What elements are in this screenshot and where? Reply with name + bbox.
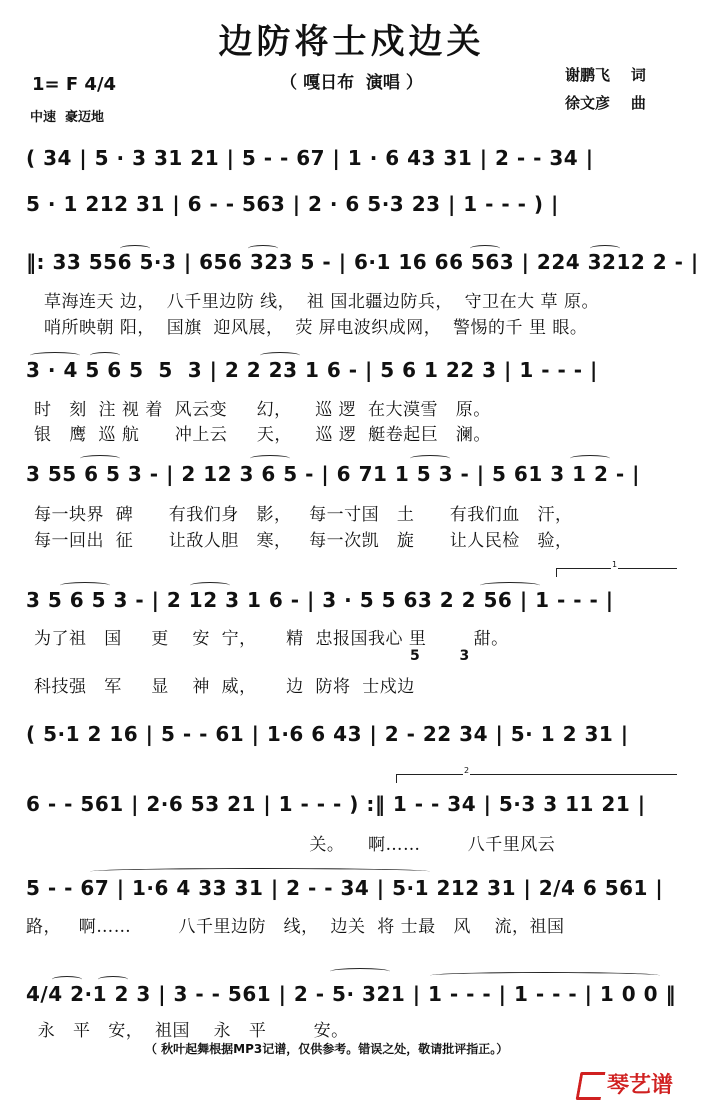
lyricist-credit: 谢鹏飞 词 bbox=[565, 66, 646, 84]
score-line-3: ‖: 33 556 5·3 | 656 323 5 - | 6·1 16 66 563 | 224 3212 2 - | bbox=[26, 250, 699, 274]
slur bbox=[430, 972, 660, 979]
score-line-11: 4/4 2·1 2 3 | 3 - - 561 | 2 - 5· 321 | 1 - - - | 1 - - - | 1 0 0 ‖ bbox=[26, 982, 677, 1006]
score-line-6: 3 5 6 5 3 - | 2 12 3 1 6 - | 3 · 5 5 63 2 2 56 | 1 - - - | bbox=[26, 588, 614, 612]
song-title: 边防将士戍边关 bbox=[218, 22, 485, 62]
lyric-line-6: 为了祖 国 更 安 宁， 精 忠报国我心 里 甜。 bbox=[34, 629, 509, 649]
score-line-1: ( 34 | 5 · 3 31 21 | 5 - - 67 | 1 · 6 43 31 | 2 - - 34 | bbox=[26, 146, 594, 170]
lyric-line-5b: 每一回出 征 让敌人胆 寒， 每一次凯 旋 让人民检 验， bbox=[34, 531, 573, 551]
score-line-2: 5 · 1 212 31 | 6 - - 563 | 2 · 6 5·3 23 | 1 - - - ) | bbox=[26, 192, 559, 216]
lyric-line-7: 科技强 军 显 神 威， 边 防将 士戍边 bbox=[34, 677, 415, 697]
lyric-line-4a: 时 刻 注 视 着 风云变 幻， 巡 逻 在大漠雪 原。 bbox=[34, 400, 491, 420]
score-line-4: 3 · 4 5 6 5 5 3 | 2 2 23 1 6 - | 5 6 1 22 3 | 1 - - - | bbox=[26, 358, 598, 382]
slur bbox=[570, 455, 610, 462]
lyric-line-3b: 哨所映朝 阳， 国旗 迎风展， 荧 屏电波织成网， 警惕的千 里 眼。 bbox=[44, 318, 588, 338]
lyric-line-10: 路， 啊…… 八千里边防 线， 边关 将 士最 风 流，祖国 bbox=[26, 917, 565, 937]
slur bbox=[410, 455, 450, 462]
volta-bracket-1: 1 bbox=[556, 568, 677, 577]
lyric-line-4b: 银 鹰 巡 航 冲上云 天， 巡 逻 艇卷起巨 澜。 bbox=[34, 425, 491, 445]
site-logo[interactable]: 琴艺谱 bbox=[578, 1068, 673, 1100]
logo-icon bbox=[576, 1072, 606, 1100]
transcription-note: （ 秋叶起舞根据MP3记谱，仅供参考。错误之处，敬请批评指正。） bbox=[145, 1042, 509, 1056]
slur bbox=[80, 455, 120, 462]
lyric-line-9: 关。 啊…… 八千里风云 bbox=[26, 835, 556, 855]
lyric-line-11: 永 平 安， 祖国 永 平 安。 bbox=[26, 1021, 349, 1041]
tempo-marking: 中速 豪迈地 bbox=[30, 110, 105, 125]
key-signature: 1= F 4/4 bbox=[32, 74, 117, 95]
volta-bracket-2: 2 bbox=[396, 774, 677, 783]
slur bbox=[250, 455, 290, 462]
slur bbox=[330, 968, 390, 975]
score-line-5: 3 55 6 5 3 - | 2 12 3 6 5 - | 6 71 1 5 3 - | 5 61 3 1 2 - | bbox=[26, 462, 640, 486]
score-line-8: ( 5·1 2 16 | 5 - - 61 | 1·6 6 43 | 2 - 22 34 | 5· 1 2 31 | bbox=[26, 722, 629, 746]
variant-notes: 5 3 bbox=[410, 648, 480, 664]
lyric-line-5a: 每一块界 碑 有我们身 影， 每一寸国 土 有我们血 汗， bbox=[34, 505, 573, 525]
lyric-line-3a: 草海连天 边， 八千里边防 线， 祖 国北疆边防兵， 守卫在大 草 原。 bbox=[44, 292, 599, 312]
slur bbox=[90, 868, 430, 875]
score-line-10: 5 - - 67 | 1·6 4 33 31 | 2 - - 34 | 5·1 212 31 | 2/4 6 561 | bbox=[26, 876, 664, 900]
score-line-9: 6 - - 561 | 2·6 53 21 | 1 - - - ) :‖ 1 - - 34 | 5·3 3 11 21 | bbox=[26, 792, 646, 816]
singer-line: （ 嘎日布 演唱 ） bbox=[280, 73, 423, 93]
composer-credit: 徐文彦 曲 bbox=[565, 94, 646, 112]
